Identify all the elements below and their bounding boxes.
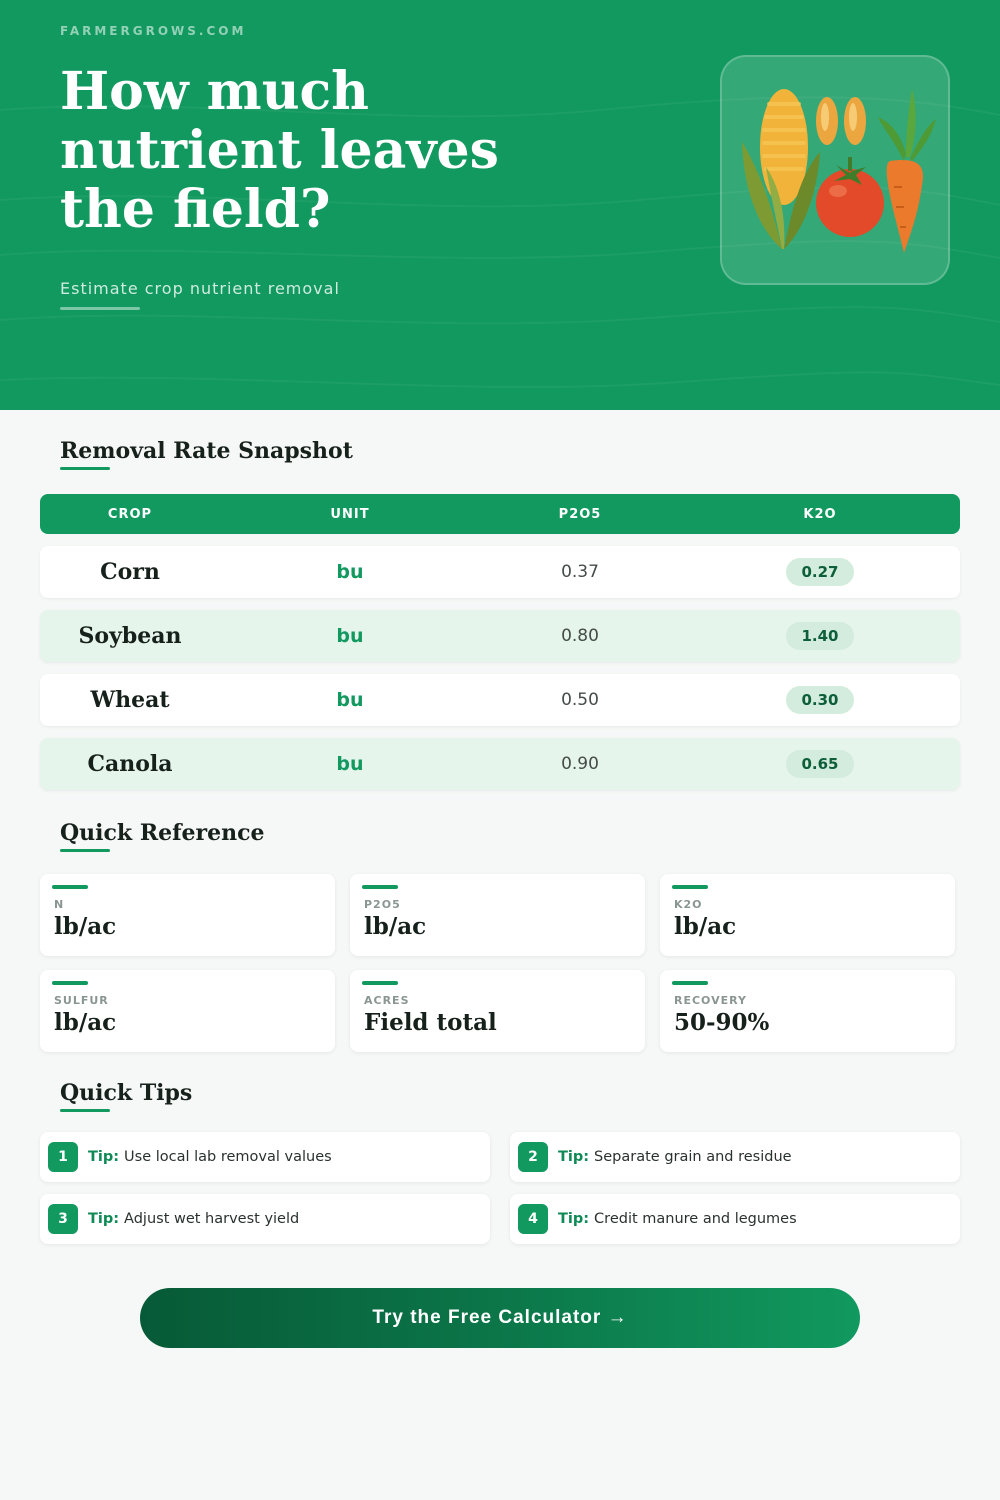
reference-card-value: lb/ac: [54, 913, 117, 940]
tip-prefix: Tip:: [558, 1211, 590, 1227]
page-subtitle: Estimate crop nutrient removal: [60, 279, 340, 298]
reference-card-k2o: [660, 874, 955, 956]
free-calculator-button[interactable]: Try the Free Calculator →: [140, 1288, 860, 1348]
p2o5-value: 0.37: [561, 562, 599, 582]
p2o5-value: 0.80: [561, 626, 599, 646]
tip-body: Use local lab removal values: [124, 1149, 332, 1165]
tips-title-bar: [60, 1109, 110, 1112]
crop-name: Corn: [100, 559, 160, 585]
crop-name: Wheat: [90, 687, 170, 713]
reference-card-value: 50-90%: [674, 1009, 770, 1036]
k2o-value-badge: 1.40: [786, 622, 854, 650]
tip-body: Separate grain and residue: [594, 1149, 792, 1165]
crop-unit: bu: [336, 689, 364, 711]
reference-title-bar: [60, 849, 110, 852]
seeds-icon: [816, 97, 866, 145]
crop-unit: bu: [336, 625, 364, 647]
tip-body: Adjust wet harvest yield: [124, 1211, 300, 1227]
tip-prefix: Tip:: [88, 1149, 120, 1165]
tip-card: [510, 1132, 960, 1182]
tip-number-badge: 2: [518, 1142, 548, 1172]
reference-card-label: P2O5: [364, 898, 401, 911]
crop-name: Soybean: [78, 623, 182, 649]
crop-name: Canola: [87, 751, 173, 777]
card-accent-bar: [52, 885, 88, 889]
table-row: [40, 610, 960, 662]
reference-card-value: lb/ac: [54, 1009, 117, 1036]
reference-card-value: lb/ac: [674, 913, 737, 940]
tip-card: [40, 1132, 490, 1182]
p2o5-value: 0.90: [561, 754, 599, 774]
reference-card-value: Field total: [364, 1009, 497, 1036]
tip-text: [88, 1194, 299, 1244]
snapshot-title-bar: [60, 467, 110, 470]
k2o-value-badge: 0.27: [786, 558, 854, 586]
reference-card-label: SULFUR: [54, 994, 109, 1007]
column-header-k2o: K2O: [803, 506, 837, 522]
snapshot-title: Removal Rate Snapshot: [60, 438, 353, 464]
card-accent-bar: [362, 981, 398, 985]
tip-text: [558, 1194, 797, 1244]
card-accent-bar: [52, 981, 88, 985]
reference-title: Quick Reference: [60, 820, 265, 846]
crop-unit: bu: [336, 753, 364, 775]
card-accent-bar: [672, 981, 708, 985]
tip-prefix: Tip:: [88, 1211, 120, 1227]
card-accent-bar: [362, 885, 398, 889]
reference-card-label: N: [54, 898, 65, 911]
k2o-value-badge: 0.30: [786, 686, 854, 714]
reference-card-n: [40, 874, 335, 956]
k2o-value-badge: 0.65: [786, 750, 854, 778]
hero-banner: [0, 0, 1000, 410]
tip-number-badge: 4: [518, 1204, 548, 1234]
site-name: FARMERGROWS.COM: [60, 24, 247, 38]
crop-unit: bu: [336, 561, 364, 583]
tip-card: [40, 1194, 490, 1244]
reference-card-label: RECOVERY: [674, 994, 747, 1007]
p2o5-value: 0.50: [561, 690, 599, 710]
tip-number-badge: 3: [48, 1204, 78, 1234]
table-header: [40, 494, 960, 534]
tip-card: [510, 1194, 960, 1244]
table-row: [40, 674, 960, 726]
reference-card-label: K2O: [674, 898, 703, 911]
tip-text: [558, 1132, 792, 1182]
corn-icon: [742, 89, 820, 249]
table-row: [40, 738, 960, 790]
tomato-icon: [816, 157, 884, 237]
subtitle-underline: [60, 307, 140, 310]
tip-body: Credit manure and legumes: [594, 1211, 797, 1227]
produce-illustration: [720, 55, 950, 285]
card-accent-bar: [672, 885, 708, 889]
reference-card-value: lb/ac: [364, 913, 427, 940]
column-header-crop: CROP: [107, 506, 153, 522]
carrot-icon: [878, 89, 936, 253]
column-header-unit: UNIT: [330, 506, 370, 522]
reference-card-recovery: [660, 970, 955, 1052]
tips-title: Quick Tips: [60, 1080, 193, 1106]
tip-prefix: Tip:: [558, 1149, 590, 1165]
tip-text: [88, 1132, 332, 1182]
tip-number-badge: 1: [48, 1142, 78, 1172]
page-title: How much nutrient leaves the field?: [60, 61, 499, 240]
reference-card-acres: [350, 970, 645, 1052]
reference-card-sulfur: [40, 970, 335, 1052]
reference-card-p2o5: [350, 874, 645, 956]
column-header-p2o5: P2O5: [558, 506, 602, 522]
reference-card-label: ACRES: [364, 994, 410, 1007]
table-row: [40, 546, 960, 598]
